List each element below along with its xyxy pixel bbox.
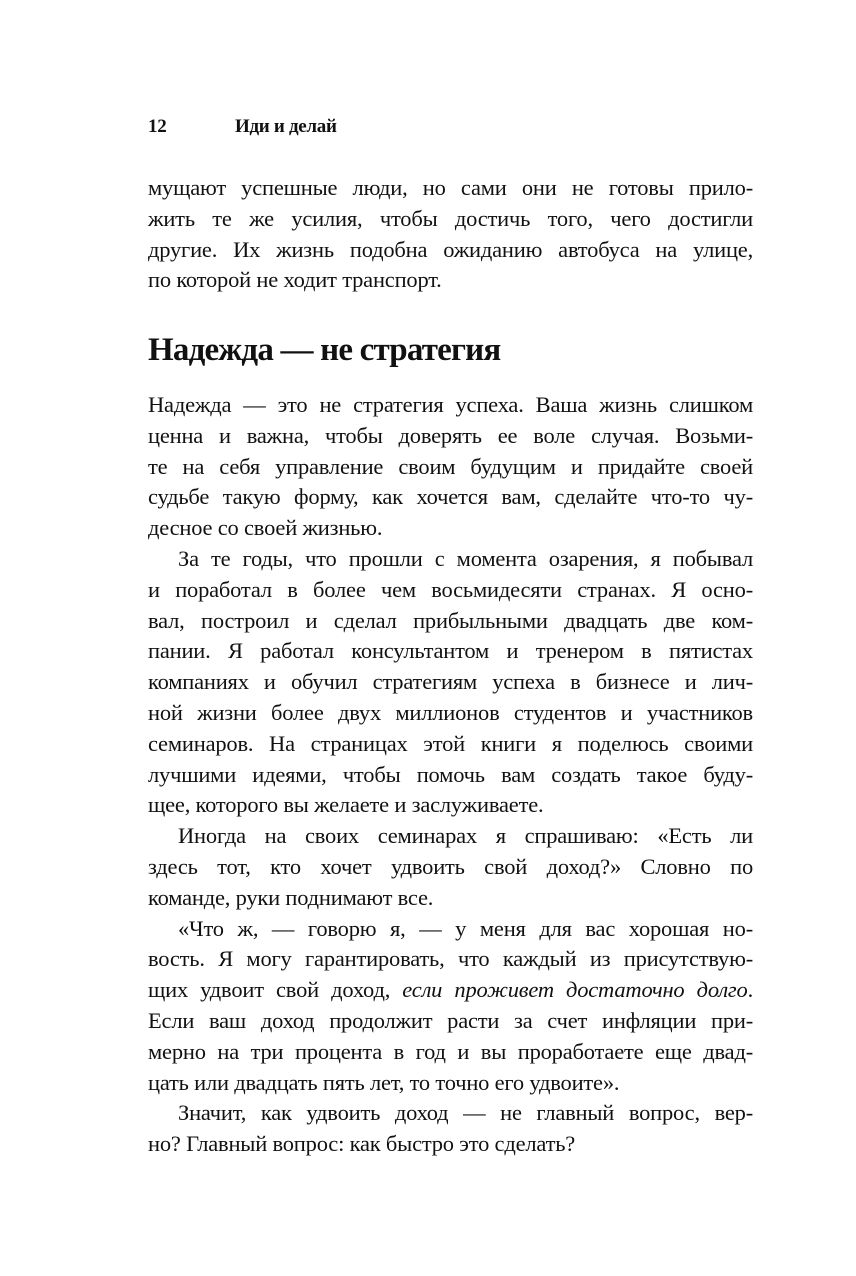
- text-line: [148, 975, 753, 1006]
- section-heading: Надежда — не стратегия: [148, 332, 501, 368]
- text-segment: щих удвоит свой доход,: [148, 977, 403, 1003]
- text-line: но? Главный вопрос: как быстро это сделать?: [148, 1131, 576, 1157]
- text-line: семинаров. На страницах этой книги я поделюсь своими: [148, 730, 753, 756]
- paragraph: [148, 390, 753, 544]
- text-line: цать или двадцать пять лет, то точно его удвоите».: [148, 1069, 620, 1095]
- text-line: лучшими идеями, чтобы помочь вам создать такое буду-: [148, 761, 753, 787]
- paragraph: [148, 1098, 753, 1160]
- text-line: и поработал в более чем восьмидесяти странах. Я осно-: [148, 576, 753, 602]
- section-paragraphs: [148, 390, 753, 1160]
- text-line: За те годы, что прошли с момента озарения, я побывал: [178, 545, 753, 571]
- text-line: компаниях и обучил стратегиям успеха в бизнесе и лич-: [148, 669, 753, 695]
- text-line: здесь тот, кто хочет удвоить свой доход?» Словно по: [148, 853, 753, 879]
- text-line: ной жизни более двух миллионов студентов и участников: [148, 699, 753, 725]
- text-line: мерно на три процента в год и вы проработаете еще двад-: [148, 1038, 753, 1064]
- text-line: щее, которого вы желаете и заслуживаете.: [148, 792, 544, 818]
- text-line: по которой не ходит транспорт.: [148, 267, 442, 293]
- text-line: команде, руки поднимают все.: [148, 884, 434, 910]
- text-line: жить те же усилия, чтобы достичь того, чего достигли: [148, 205, 753, 231]
- text-line: другие. Их жизнь подобна ожиданию автобуса на улице,: [148, 236, 753, 262]
- text-line: ценна и важна, чтобы доверять ее воле случая. Возьми-: [148, 422, 753, 448]
- paragraph: [148, 914, 753, 1099]
- intro-paragraphs: [148, 173, 753, 296]
- paragraph: [148, 544, 753, 821]
- text-line: вость. Я могу гарантировать, что каждый из присутствую-: [148, 946, 753, 972]
- text-line: мущают успешные люди, но сами они не готовы прило-: [148, 175, 753, 200]
- text-line: Если ваш доход продолжит расти за счет инфляции при-: [148, 1007, 753, 1033]
- page-number: 12: [148, 116, 167, 137]
- text-line: пании. Я работал консультантом и тренером в пятистах: [148, 638, 753, 664]
- italic-emphasis: если проживет достаточно долго: [402, 977, 748, 1003]
- text-line: судьбе такую форму, как хочется вам, сделайте что-то чу-: [148, 484, 753, 510]
- running-header: [148, 116, 337, 138]
- paragraph: [148, 821, 753, 913]
- text-line: те на себя управление своим будущим и придайте своей: [148, 453, 753, 479]
- text-line: Значит, как удвоить доход — не главный вопрос, вер-: [178, 1100, 753, 1126]
- text-line: вал, построил и сделал прибыльными двадцать две ком-: [148, 607, 753, 633]
- text-segment: .: [747, 977, 753, 1003]
- paragraph: [148, 173, 753, 296]
- text-line: Надежда — это не стратегия успеха. Ваша жизнь слишком: [148, 392, 753, 417]
- text-line: Иногда на своих семинарах я спрашиваю: «Есть ли: [178, 823, 753, 849]
- text-line: десное со своей жизнью.: [148, 515, 383, 541]
- text-line: «Что ж, — говорю я, — у меня для вас хорошая но-: [178, 915, 753, 941]
- running-title: Иди и делай: [235, 116, 337, 137]
